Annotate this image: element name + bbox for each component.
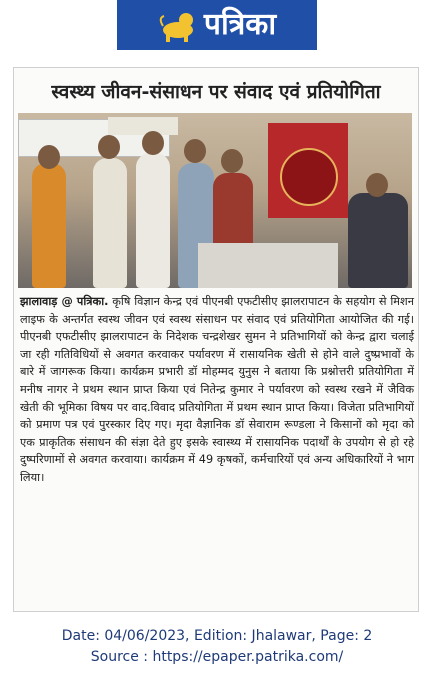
photo-person-head — [221, 149, 243, 173]
article-body — [20, 293, 414, 487]
date-line: Date: 04/06/2023, Edition: Jhalawar, Page: 2 — [61, 628, 373, 644]
brand-name: पत्रिका — [203, 7, 277, 42]
masthead — [117, 0, 317, 50]
lion-icon — [158, 8, 198, 42]
source-line: Source : https://epaper.patrika.com/ — [90, 649, 344, 665]
photo-person — [93, 158, 127, 288]
source-footer — [0, 626, 434, 668]
event-photo — [18, 113, 412, 288]
photo-person-head — [142, 131, 164, 155]
article-headline: स्वस्थ्य जीवन-संसाधन पर संवाद एवं प्रतियोगिता — [51, 81, 381, 103]
photo-person — [32, 163, 66, 288]
photo-table — [198, 243, 338, 288]
news-clipping — [13, 67, 419, 612]
photo-person-head — [98, 135, 120, 159]
article-dateline: झालावाड़ @ पत्रिका. — [20, 295, 109, 308]
photo-person — [348, 193, 408, 288]
photo-person — [136, 153, 170, 288]
photo-poster-emblem — [280, 148, 338, 206]
photo-banner-strip — [108, 117, 178, 135]
photo-person-head — [38, 145, 60, 169]
photo-person-head — [184, 139, 206, 163]
article-text: कृषि विज्ञान केन्द्र एवं पीएनबी एफटीसीए झालरापाटन के सहयोग से मिशन लाइफ के अन्तर्गत स्वस्थ जीवन एवं स्वस्थ संसाधन पर संवाद एवं प्रतियोगिता आयोजित की गई। पीएनबी एफटीसीए झालरापाटन के निदेशक चन्द्रशेखर सुमन ने प्रतिभागियों को केन्द्र द्वारा चलाई जा रही गतिविधियों से अवगत करवाकर पर्यावरण में रासायनिक खेती से होने वाले दुष्प्रभावों के बारे में जागरूक किया। कार्यक्रम प्रभारी डॉ मोहम्मद युनुस ने बताया कि प्रश्नोत्तरी प्रतियोगिता में मनीष नागर ने प्रथम स्थान प्राप्त किया एवं नितेन्द्र कुमार ने पर्यावरण को स्वस्थ रखने में जैविक खेती की भूमिका विषय पर वाद.विवाद प्रतियोगिता में प्रथम स्थान प्राप्त किया। विजेता प्रतिभागियों को प्रमाण पत्र एवं पुरस्कार दिए गए। मृदा वैज्ञानिक डॉ सेवाराम रूण्डला ने किसानों को मृदा को एक प्राकृतिक संसाधन की संज्ञा देते हुए इसके स्वास्थ्य में रासायनिक पदार्थों के उपयोग से हो रहे दुष्परिणामों से अवगत करवाया। कार्यक्रम में 49 कृषकों, कर्मचारियों एवं अन्य अधिकारियों ने भाग लिया। — [20, 295, 415, 484]
photo-person-head — [366, 173, 388, 197]
